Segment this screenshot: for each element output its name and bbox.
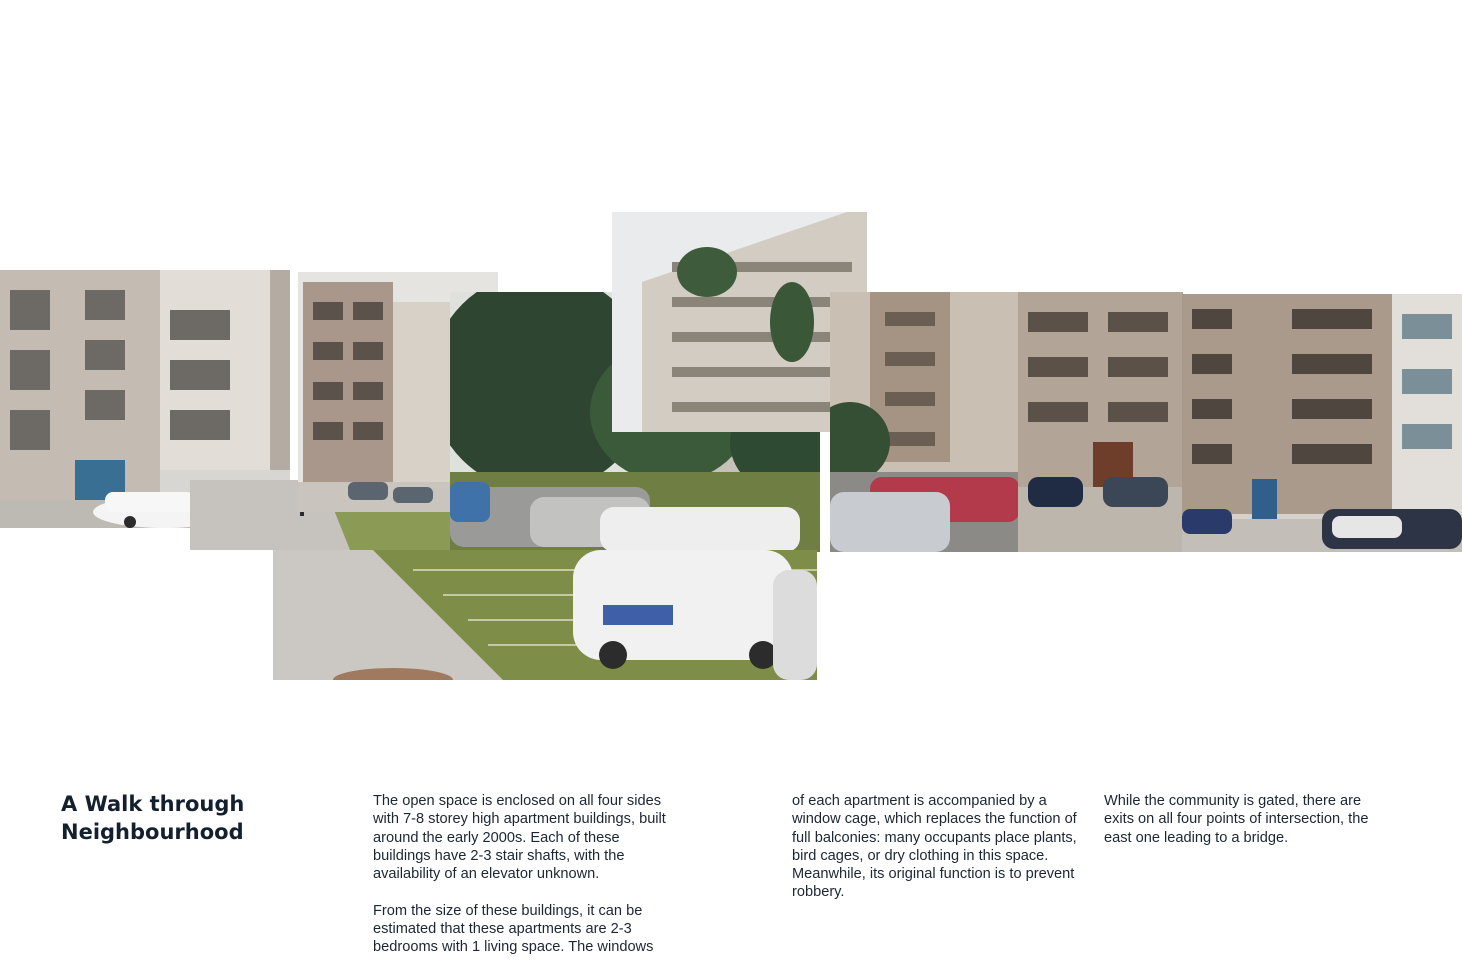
text-column-3: [1104, 792, 1384, 847]
paragraph: From the size of these buildings, it can be estimated that these apartments are 2-3 bedrooms with 1 living space. The windows: [373, 902, 654, 956]
paragraph: While the community is gated, there are exits on all four points of intersection, the east one leading to a bridge.: [1104, 793, 1369, 846]
paragraph: of each apartment is accompanied by a window cage, which replaces the function of full balconies: many occupants place plants, bird cages, or dry clothing in this space. Meanwhile, its original function is to prevent robbery.: [792, 793, 1077, 901]
page-title-line-2: Neighbourhood: [61, 820, 244, 844]
paragraph: The open space is enclosed on all four sides with 7-8 storey high apartment buildings, built around the early 2000s. Each of these buildings have 2-3 stair shafts, with the availability of an elevator unknown.: [373, 793, 666, 883]
photo-tile-right-doorway: [1018, 292, 1183, 552]
photo-tile-parking-foreground: [273, 550, 817, 680]
text-column-1: [373, 792, 673, 957]
text-column-2: [792, 792, 1092, 902]
photo-tile-far-right: [1182, 294, 1462, 552]
photo-tile-tall-building: [612, 212, 867, 432]
page-title: [61, 790, 321, 846]
photo-tile-right-center: [830, 292, 1020, 552]
page-title-line-1: A Walk through: [61, 792, 245, 816]
